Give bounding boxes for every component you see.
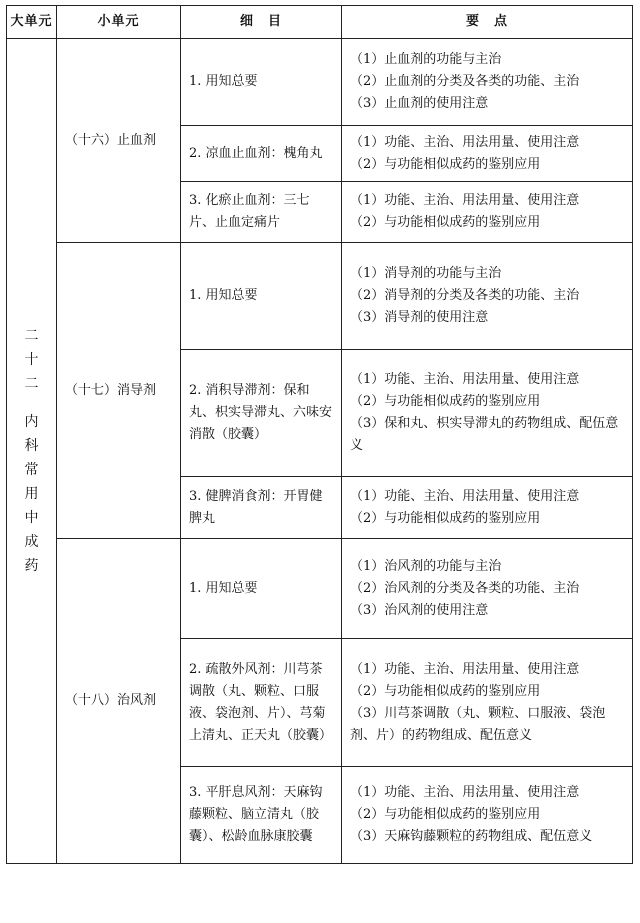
point-item: （2）治风剂的分类及各类的功能、主治 xyxy=(350,580,580,596)
point-item: （1）功能、主治、用法用量、使用注意 xyxy=(350,785,580,800)
detail-cell: 2. 疏散外风剂：川芎茶调散（丸、颗粒、口服液、袋泡剂、片）、芎菊上清丸、正天丸（胶囊） xyxy=(181,639,342,767)
syllabus-table xyxy=(6,5,633,864)
point-item: （1）治风剂的功能与主治 xyxy=(350,558,502,574)
point-item: （2）与功能相似成药的鉴别应用 xyxy=(350,683,541,699)
table-row xyxy=(7,243,633,350)
point-item: （3）天麻钩藤颗粒的药物组成、配伍意义 xyxy=(350,829,593,844)
point-item: （1）消导剂的功能与主治 xyxy=(350,266,502,281)
big-unit-cell xyxy=(7,39,57,864)
point-item: （2）与功能相似成药的鉴别应用 xyxy=(350,156,541,172)
detail-cell: 3. 健脾消食剂：开胃健脾丸 xyxy=(181,477,342,539)
header-points: 要 点 xyxy=(342,6,633,39)
point-item: （2）消导剂的分类及各类的功能、主治 xyxy=(350,288,580,303)
detail-cell: 1. 用知总要 xyxy=(181,243,342,350)
point-item: （3）川芎茶调散（丸、颗粒、口服液、袋泡剂、片）的药物组成、配伍意义 xyxy=(350,705,606,743)
points-cell xyxy=(342,639,633,767)
point-item: （1）功能、主治、用法用量、使用注意 xyxy=(350,488,580,504)
point-item: （3）治风剂的使用注意 xyxy=(350,602,489,618)
point-item: （1）功能、主治、用法用量、使用注意 xyxy=(350,193,580,208)
point-item: （1）功能、主治、用法用量、使用注意 xyxy=(350,134,580,150)
detail-cell: 3. 平肝息风剂：天麻钩藤颗粒、脑立清丸（胶囊）、松龄血脉康胶囊 xyxy=(181,767,342,864)
small-unit-cell: （十八）治风剂 xyxy=(57,539,181,864)
point-item: （3）消导剂的使用注意 xyxy=(350,310,489,325)
point-item: （2）与功能相似成药的鉴别应用 xyxy=(350,215,541,230)
header-detail: 细 目 xyxy=(181,6,342,39)
header-big-unit: 大单元 xyxy=(7,6,57,39)
header-small-unit: 小单元 xyxy=(57,6,181,39)
table-header-row xyxy=(7,6,633,39)
table-row xyxy=(7,39,633,126)
small-unit-cell: （十七）消导剂 xyxy=(57,243,181,539)
point-item: （1）功能、主治、用法用量、使用注意 xyxy=(350,372,580,387)
point-item: （2）与功能相似成药的鉴别应用 xyxy=(350,510,541,526)
points-cell xyxy=(342,126,633,182)
point-item: （2）止血剂的分类及各类的功能、主治 xyxy=(350,74,580,89)
point-item: （1）功能、主治、用法用量、使用注意 xyxy=(350,661,580,677)
table-row xyxy=(7,539,633,639)
points-cell xyxy=(342,182,633,243)
detail-cell: 2. 消积导滞剂：保和丸、枳实导滞丸、六味安消散（胶囊） xyxy=(181,350,342,477)
small-unit-cell: （十六）止血剂 xyxy=(57,39,181,243)
document-page xyxy=(6,5,633,864)
big-unit-name: 内科常用中成药 xyxy=(24,414,39,574)
detail-cell: 2. 凉血止血剂：槐角丸 xyxy=(181,126,342,182)
points-cell xyxy=(342,243,633,350)
point-item: （2）与功能相似成药的鉴别应用 xyxy=(350,807,541,822)
points-cell xyxy=(342,39,633,126)
point-item: （3）止血剂的使用注意 xyxy=(350,96,489,111)
points-cell xyxy=(342,477,633,539)
detail-cell: 1. 用知总要 xyxy=(181,39,342,126)
points-cell xyxy=(342,539,633,639)
detail-cell: 3. 化瘀止血剂：三七片、止血定痛片 xyxy=(181,182,342,243)
points-cell xyxy=(342,350,633,477)
big-unit-number: 二十二 xyxy=(24,328,39,392)
point-item: （3）保和丸、枳实导滞丸的药物组成、配伍意义 xyxy=(350,416,619,453)
points-cell xyxy=(342,767,633,864)
point-item: （2）与功能相似成药的鉴别应用 xyxy=(350,394,541,409)
point-item: （1）止血剂的功能与主治 xyxy=(350,52,502,67)
detail-cell: 1. 用知总要 xyxy=(181,539,342,639)
